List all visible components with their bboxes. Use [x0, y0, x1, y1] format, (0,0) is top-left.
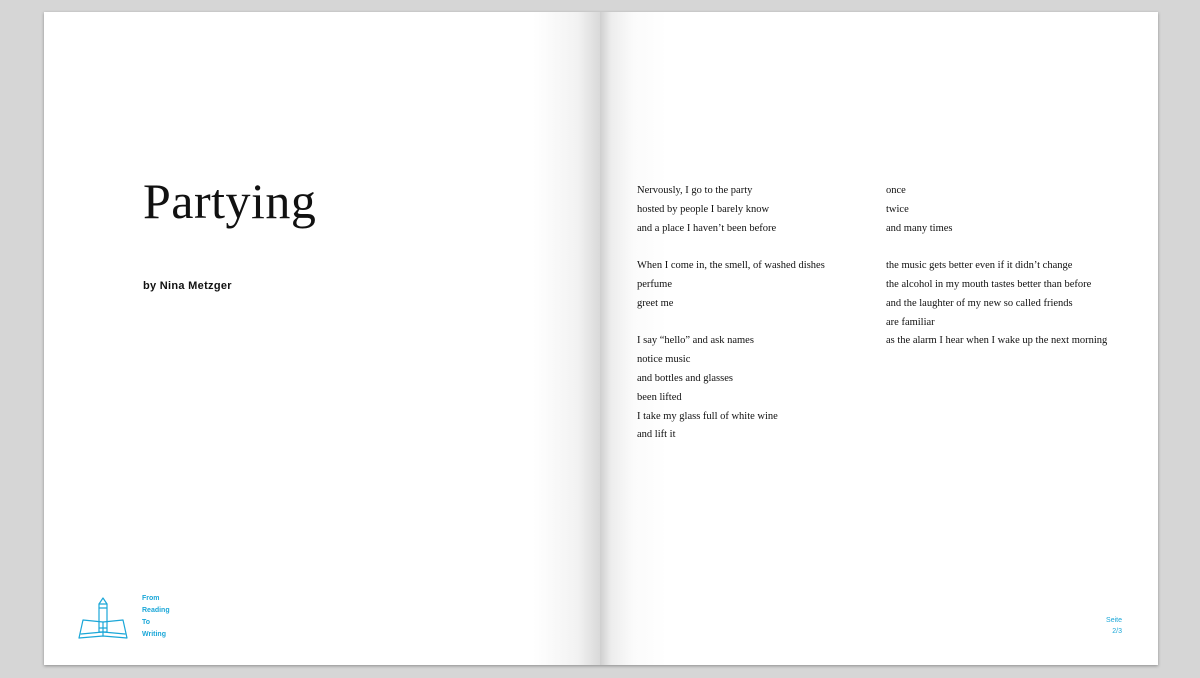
poem-stanza [637, 257, 825, 313]
poem-line: perfume [637, 278, 672, 290]
poem-line: I say “hello” and ask names [637, 335, 754, 347]
page-number-label: Seite [1106, 617, 1122, 624]
logo-line: Writing [142, 631, 166, 638]
magazine-spread [44, 12, 1158, 665]
poem-stanza [637, 182, 825, 238]
page-number-value: 2/3 [1112, 628, 1122, 635]
poem-line: greet me [637, 297, 674, 309]
poem-stanza [886, 182, 1107, 238]
poem-line: the alcohol in my mouth tastes better than before [886, 278, 1092, 290]
poem-column-2 [886, 182, 1107, 370]
poem-line: and many times [886, 222, 953, 234]
poem-line: once [886, 185, 906, 196]
poem-line: been lifted [637, 391, 682, 403]
poem-stanza [637, 332, 825, 445]
poem-line: I take my glass full of white wine [637, 410, 778, 422]
poem-line: notice music [637, 354, 691, 366]
logo-line: From [142, 595, 160, 602]
author-byline: by Nina Metzger [143, 280, 232, 292]
poem-line: the music gets better even if it didn’t change [886, 260, 1073, 272]
page-number [1106, 615, 1122, 637]
poem-line: and a place I haven’t been before [637, 222, 777, 234]
logo-line: To [142, 619, 151, 626]
poem-column-1 [637, 182, 825, 464]
poem-stanza [886, 257, 1107, 351]
poem-line: and bottles and glasses [637, 372, 733, 384]
logo-text [142, 593, 170, 641]
poem-line: and lift it [637, 429, 676, 441]
poem-line: as the alarm I hear when I wake up the next morning [886, 335, 1108, 347]
poem-line: When I come in, the smell, of washed dishes [637, 260, 825, 272]
poem-line: are familiar [886, 316, 935, 328]
book-pencil-icon [77, 596, 129, 642]
poem-title: Partying [143, 173, 317, 229]
poem-line: Nervously, I go to the party [637, 185, 753, 196]
poem-line: twice [886, 203, 909, 215]
right-page [600, 12, 1158, 665]
poem-line: hosted by people I barely know [637, 203, 770, 215]
logo-line: Reading [142, 607, 170, 614]
poem-line: and the laughter of my new so called friends [886, 297, 1073, 309]
left-page [44, 12, 600, 665]
